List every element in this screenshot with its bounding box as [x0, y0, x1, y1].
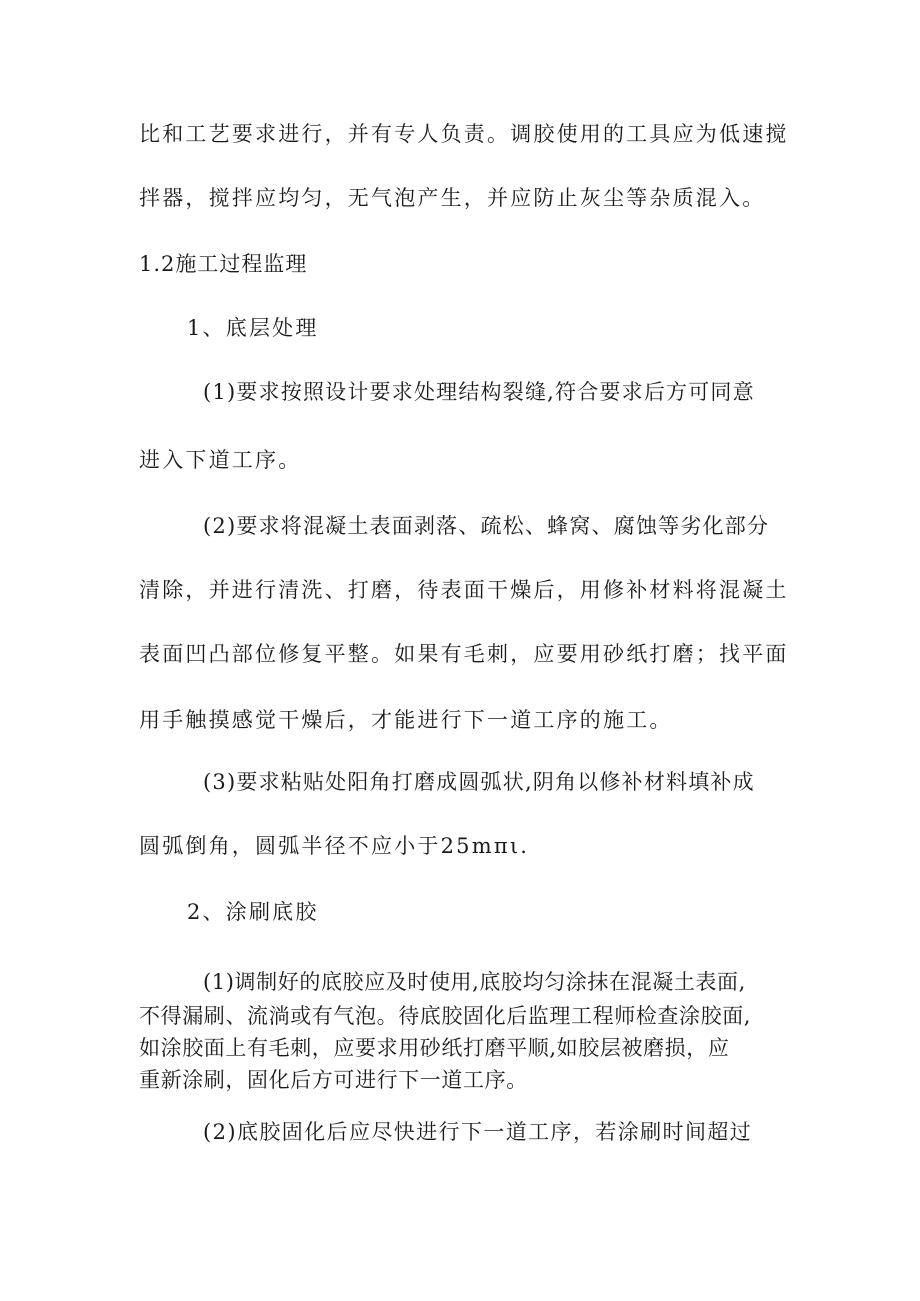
paragraph-line: (2)底胶固化后应尽快进行下一道工序，若涂刷时间超过	[203, 1120, 753, 1144]
paragraph-line: 圆弧倒角，圆弧半径不应小于25mπι.	[139, 834, 530, 858]
subsection-heading: 1、底层处理	[187, 316, 319, 340]
paragraph-line: (1)调制好的底胶应及时使用,底胶均匀涂抹在混凝土表面,	[203, 970, 746, 994]
paragraph-line: 用手触摸感觉干燥后，才能进行下一道工序的施工。	[139, 708, 673, 732]
subsection-heading: 2、涂刷底胶	[187, 900, 319, 924]
paragraph-line: 进入下道工序。	[139, 448, 302, 472]
paragraph-line: 清除，并进行清洗、打磨，待表面干燥后，用修补材料将混凝土	[139, 578, 789, 602]
section-heading: 1.2施工过程监理	[139, 252, 308, 276]
paragraph-line: 不得漏刷、流淌或有气泡。待底胶固化后监理工程师检查涂胶面,	[139, 1004, 752, 1028]
paragraph-line: 表面凹凸部位修复平整。如果有毛刺，应要用砂纸打磨；找平面	[139, 642, 789, 666]
paragraph-line: (2)要求将混凝土表面剥落、疏松、蜂窝、腐蚀等劣化部分	[203, 514, 770, 538]
paragraph-line: 重新涂刷，固化后方可进行下一道工序。	[139, 1068, 528, 1092]
paragraph-line: (3)要求粘贴处阳角打磨成圆弧状,阴角以修补材料填补成	[203, 770, 755, 794]
paragraph-line: 比和工艺要求进行，并有专人负责。调胶使用的工具应为低速搅	[139, 122, 789, 146]
paragraph-line: 拌器，搅拌应均匀，无气泡产生，并应防止灰尘等杂质混入。	[139, 186, 766, 210]
paragraph-line: 如涂胶面上有毛刺，应要求用砂纸打磨平顺,如胶层被磨损，应	[139, 1036, 730, 1060]
paragraph-line: (1)要求按照设计要求处理结构裂缝,符合要求后方可同意	[203, 380, 755, 404]
